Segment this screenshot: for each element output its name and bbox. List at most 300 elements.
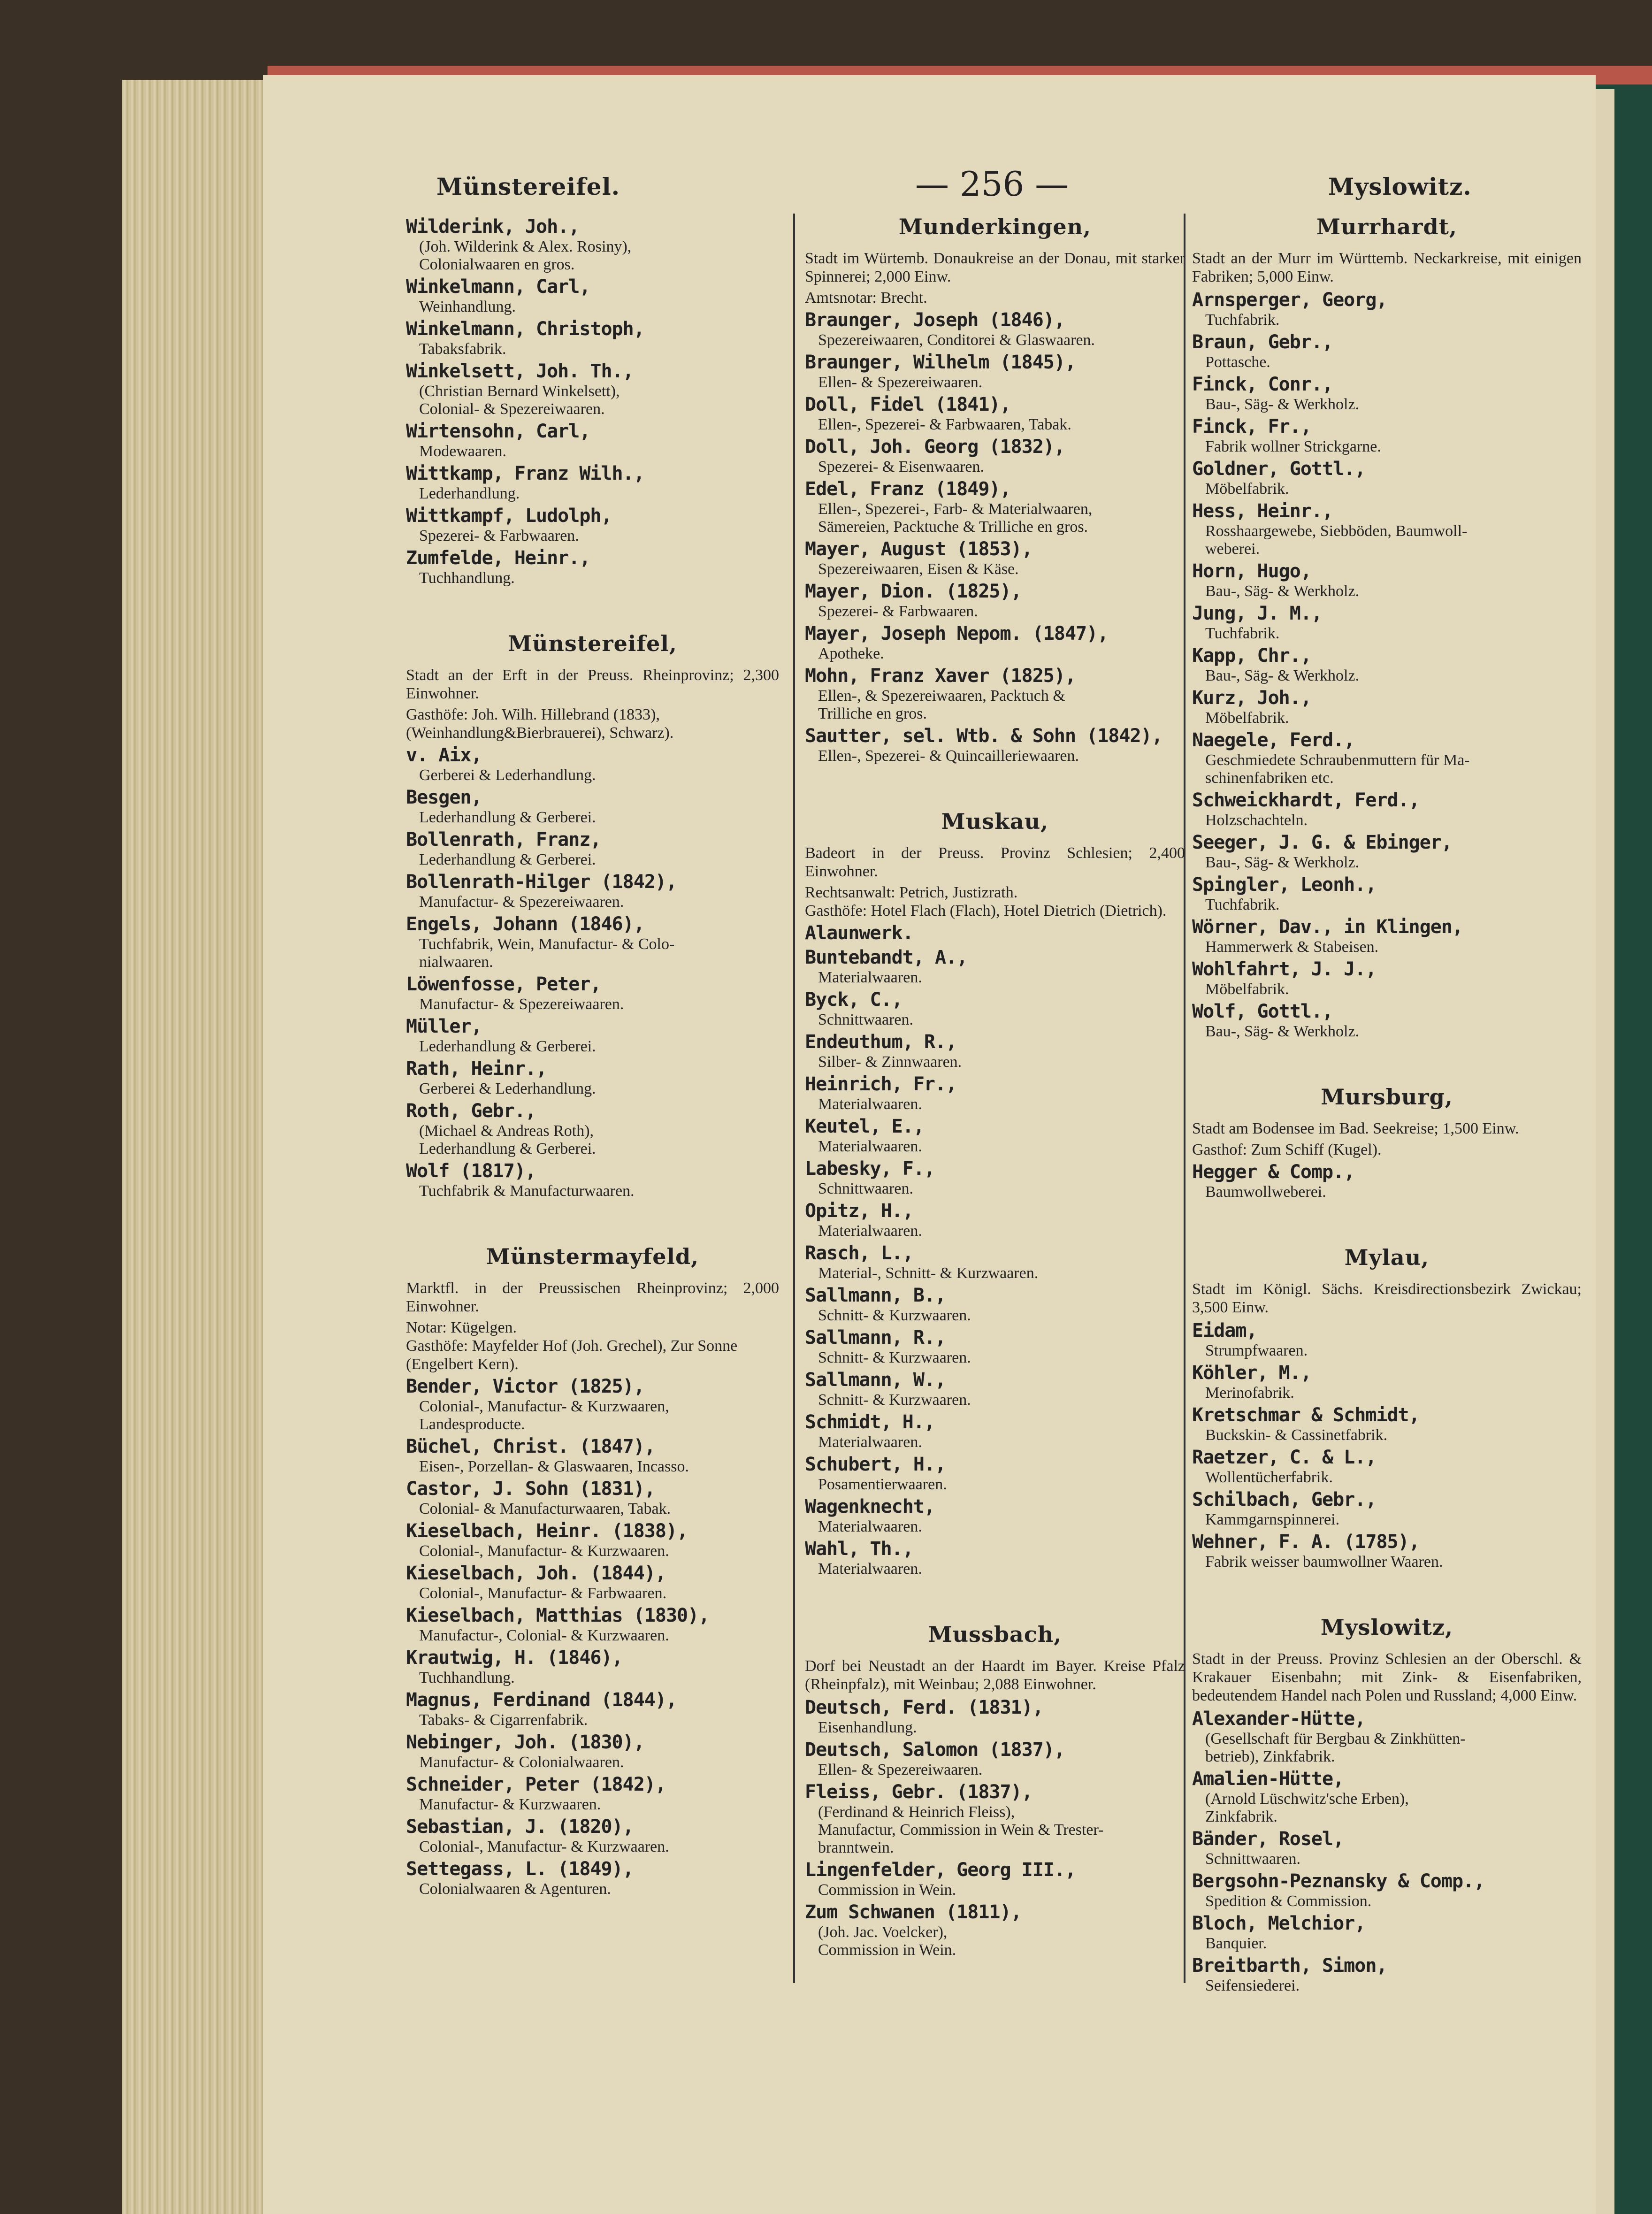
directory-entry (805, 725, 1185, 765)
directory-entry (805, 1200, 1185, 1240)
info-line: Notar: Kügelgen. (406, 1319, 517, 1336)
directory-entry (406, 1100, 779, 1158)
directory-entry (1192, 831, 1582, 872)
entry-name: Raetzer, C. & L., (1192, 1447, 1377, 1468)
section-heading: Mussbach, (928, 1622, 1062, 1647)
directory-entry (1192, 1446, 1582, 1486)
entry-detail: Material-, Schnitt- & Kurzwaaren. (818, 1264, 1039, 1282)
directory-entry (406, 360, 779, 418)
entry-name: Wilderink, Joh., (406, 216, 580, 237)
section-description: Stadt im Würtemb. Donaukreise an der Donau, mit starker Spinnerei; 2,000 Einw. (805, 250, 1185, 285)
section-info (805, 883, 1185, 920)
entry-detail: Lederhandlung. (419, 485, 520, 502)
entry-detail: Colonial- & Manufacturwaaren, Tabak. (419, 1500, 671, 1517)
entry-detail: Möbelfabrik. (1205, 709, 1289, 727)
entry-detail: Fabrik wollner Strickgarne. (1205, 438, 1381, 455)
entry-detail: Materialwaaren. (818, 1518, 922, 1535)
entry-name: Jung, J. M., (1192, 603, 1322, 624)
section-heading: Mursburg, (1321, 1084, 1453, 1110)
directory-entry (406, 1689, 779, 1729)
entry-name: Mayer, Dion. (1825), (805, 581, 1022, 602)
info-line: Rechtsanwalt: Petrich, Justizrath. (805, 884, 1018, 901)
directory-entry (1192, 644, 1582, 685)
entry-list (1192, 1161, 1582, 1201)
entry-detail: Spezereiwaaren, Eisen & Käse. (818, 560, 1019, 578)
entry-detail: Tuchhandlung. (419, 569, 515, 587)
entry-detail: Manufactur- & Spezereiwaaren. (419, 996, 624, 1013)
entry-name: Naegele, Ferd., (1192, 729, 1355, 751)
directory-entry (805, 1157, 1185, 1198)
entry-detail: Bau-, Säg- & Werkholz. (1205, 582, 1360, 600)
entry-detail: nialwaaren. (419, 953, 493, 971)
entry-detail: Posamentierwaaren. (818, 1476, 947, 1493)
entry-detail: Colonialwaaren & Agenturen. (419, 1880, 611, 1898)
entry-list (406, 744, 779, 1200)
entry-name: Goldner, Gottl., (1192, 458, 1366, 480)
directory-entry (406, 276, 779, 316)
entry-name: Schweickhardt, Ferd., (1192, 789, 1420, 811)
directory-entry (1192, 1404, 1582, 1444)
directory-entry (406, 1520, 779, 1560)
directory-entry (805, 1284, 1185, 1325)
directory-entry (805, 309, 1185, 349)
entry-name: Wolf (1817), (406, 1160, 536, 1182)
entry-name: Kieselbach, Joh. (1844), (406, 1563, 666, 1584)
entry-detail: Commission in Wein. (818, 1941, 956, 1959)
entry-name: Lingenfelder, Georg III., (805, 1859, 1076, 1881)
entry-name: Sallmann, B., (805, 1285, 946, 1306)
entry-detail: Ellen-, Spezerei- & Quincailleriewaaren. (818, 747, 1079, 765)
entry-detail: Trilliche en gros. (818, 705, 927, 722)
entry-detail: Bau-, Säg- & Werkholz. (1205, 667, 1360, 684)
directory-entry (406, 462, 779, 503)
entry-name: Rath, Heinr., (406, 1058, 547, 1080)
entry-name: Büchel, Christ. (1847), (406, 1436, 655, 1457)
directory-entry (805, 1031, 1185, 1071)
entry-detail: Materialwaaren. (818, 1433, 922, 1451)
directory-entry (805, 665, 1185, 723)
section-info (805, 289, 1185, 307)
directory-entry (1192, 873, 1582, 914)
entry-detail: Bau-, Säg- & Werkholz. (1205, 396, 1360, 413)
entry-detail: Ellen-, Spezerei- & Farbwaaren, Tabak. (818, 416, 1071, 433)
entry-name: Eidam, (1192, 1320, 1257, 1341)
entry-detail: Tuchfabrik, Wein, Manufactur- & Colo- (419, 935, 675, 953)
entry-detail: Fabrik weisser baumwollner Waaren. (1205, 1553, 1443, 1570)
directory-entry (406, 1015, 779, 1056)
info-line: Gasthöfe: Hotel Flach (Flach), Hotel Dietrich (Dietrich). (805, 902, 1167, 919)
directory-entry (805, 1326, 1185, 1367)
entry-detail: Tuchfabrik. (1205, 311, 1280, 329)
entry-name: Wohlfahrt, J. J., (1192, 958, 1377, 980)
entry-name: Kieselbach, Matthias (1830), (406, 1605, 710, 1626)
entry-detail: Tuchhandlung. (419, 1669, 515, 1686)
entry-detail: Commission in Wein. (818, 1881, 956, 1899)
section-heading: Murrhardt, (1316, 214, 1457, 239)
entry-detail: Gerberei & Lederhandlung. (419, 1080, 596, 1097)
entry-detail: Gerberei & Lederhandlung. (419, 766, 596, 784)
directory-entry (1192, 373, 1582, 414)
entry-name: Schmidt, H., (805, 1411, 935, 1433)
directory-entry (1192, 1488, 1582, 1529)
directory-entry (406, 1562, 779, 1602)
entry-detail: Banquier. (1205, 1935, 1267, 1952)
entry-name: Kretschmar & Schmidt, (1192, 1404, 1420, 1426)
directory-entry (805, 1538, 1185, 1578)
entry-name: Kurz, Joh., (1192, 687, 1311, 709)
entry-name: Doll, Joh. Georg (1832), (805, 436, 1065, 458)
directory-entry (805, 580, 1185, 621)
entry-name: Kapp, Chr., (1192, 645, 1311, 666)
section-heading: Mylau, (1344, 1245, 1430, 1270)
entry-detail: Ellen- & Spezereiwaaren. (818, 1761, 983, 1778)
entry-detail: Ellen-, & Spezereiwaaren, Packtuch & (818, 687, 1065, 705)
directory-entry (1192, 1319, 1582, 1360)
entry-detail: Lederhandlung & Gerberei. (419, 1140, 596, 1157)
running-head (0, 164, 1652, 207)
entry-detail: Colonial-, Manufactur- & Kurzwaaren. (419, 1542, 669, 1560)
entry-detail: Colonial-, Manufactur- & Farbwaaren. (419, 1585, 667, 1602)
entry-detail: Holzschachteln. (1205, 812, 1308, 829)
entry-detail: weberei. (1205, 540, 1260, 558)
entry-name: Braunger, Joseph (1846), (805, 309, 1065, 331)
entry-detail: Materialwaaren. (818, 1138, 922, 1155)
entry-name: Deutsch, Ferd. (1831), (805, 1697, 1043, 1718)
entry-detail: (Michael & Andreas Roth), (419, 1122, 594, 1140)
directory-entry (805, 393, 1185, 434)
directory-entry (406, 505, 779, 545)
directory-entry (805, 1073, 1185, 1113)
entry-name: Rasch, L., (805, 1242, 913, 1264)
directory-entry (406, 913, 779, 971)
entry-name: Byck, C., (805, 989, 902, 1011)
entry-name: Edel, Franz (1849), (805, 478, 1011, 500)
entry-name: Mayer, Joseph Nepom. (1847), (805, 623, 1109, 644)
section-heading: Münstereifel, (508, 631, 677, 656)
directory-entry (805, 988, 1185, 1029)
running-head-left: Münstereifel. (436, 173, 620, 200)
entry-name: Settegass, L. (1849), (406, 1858, 634, 1880)
entry-name: Müller, (406, 1016, 482, 1037)
entry-name: Wörner, Dav., in Klingen, (1192, 916, 1463, 938)
entry-detail: Bau-, Säg- & Werkholz. (1205, 1023, 1360, 1040)
entry-name: Schubert, H., (805, 1454, 946, 1475)
entry-detail: Spezerei- & Farbwaaren. (419, 527, 579, 544)
directory-entry (406, 1773, 779, 1814)
entry-detail: Colonial-, Manufactur- & Kurzwaaren, (419, 1398, 669, 1415)
entry-name: Kieselbach, Heinr. (1838), (406, 1520, 688, 1542)
entry-detail: Colonial- & Spezereiwaaren. (419, 400, 605, 418)
directory-entry (406, 1057, 779, 1098)
entry-name: Löwenfosse, Peter, (406, 973, 601, 995)
page-stack-edges (122, 80, 282, 2214)
entry-detail: (Joh. Wilderink & Alex. Rosiny), (419, 238, 632, 255)
entry-name: Heinrich, Fr., (805, 1073, 957, 1095)
section-description: Stadt an der Murr im Württemb. Neckarkreise, mit einigen Fabriken; 5,000 Einw. (1192, 250, 1582, 285)
directory-entry (1192, 602, 1582, 643)
directory-entry (406, 1160, 779, 1200)
section-heading: Muskau, (941, 809, 1049, 834)
column-right (1192, 214, 1582, 1996)
directory-entry (1192, 1362, 1582, 1402)
directory-entry (805, 1781, 1185, 1857)
entry-detail: Manufactur- & Kurzwaaren. (419, 1796, 601, 1813)
entry-list (1192, 289, 1582, 1041)
entry-name: Labesky, F., (805, 1158, 935, 1180)
directory-entry (805, 478, 1185, 536)
entry-list (805, 922, 1185, 1578)
entry-name: Wittkamp, Franz Wilh., (406, 463, 644, 484)
directory-entry (1192, 560, 1582, 600)
directory-entry (1192, 687, 1582, 727)
column-middle (805, 214, 1185, 1960)
section-description: Badeort in der Preuss. Provinz Schlesien; 2,400 Einwohner. (805, 844, 1185, 880)
entry-list (805, 309, 1185, 765)
entry-name: Breitbarth, Simon, (1192, 1955, 1387, 1977)
entry-name: Wolf, Gottl., (1192, 1001, 1333, 1022)
entry-detail: Tabaksfabrik. (419, 340, 506, 358)
directory-entry (805, 1739, 1185, 1779)
entry-detail: Lederhandlung & Gerberei. (419, 1038, 596, 1055)
entry-name: Wirtensohn, Carl, (406, 421, 590, 442)
entry-name: Winkelmann, Carl, (406, 276, 590, 298)
entry-name: Amalien-Hütte, (1192, 1768, 1344, 1790)
entry-detail: Schnitt- & Kurzwaaren. (818, 1307, 971, 1324)
entry-name: Zum Schwanen (1811), (805, 1901, 1022, 1923)
entry-detail: Wollentücherfabrik. (1205, 1469, 1333, 1486)
entry-name: Finck, Conr., (1192, 374, 1333, 395)
entry-detail: (Christian Bernard Winkelsett), (419, 383, 620, 400)
entry-detail: Tuchfabrik. (1205, 625, 1280, 642)
directory-entry (805, 1453, 1185, 1494)
entry-detail: Ellen- & Spezereiwaaren. (818, 374, 983, 391)
directory-entry (1192, 289, 1582, 329)
entry-detail: Pottasche. (1205, 353, 1270, 371)
entry-detail: Möbelfabrik. (1205, 480, 1289, 498)
section-description: Marktfl. in der Preussischen Rheinprovinz; 2,000 Einwohner. (406, 1279, 779, 1315)
entry-detail: Manufactur- & Spezereiwaaren. (419, 893, 624, 911)
directory-entry (1192, 415, 1582, 456)
entry-detail: Zinkfabrik. (1205, 1808, 1277, 1825)
entry-name: Köhler, M., (1192, 1362, 1311, 1384)
directory-entry (406, 547, 779, 587)
entry-detail: Buckskin- & Cassinetfabrik. (1205, 1426, 1388, 1444)
entry-name: Winkelmann, Christoph, (406, 318, 644, 340)
entry-name: Magnus, Ferdinand (1844), (406, 1689, 677, 1711)
directory-entry (1192, 500, 1582, 558)
entry-name: Alexander-Hütte, (1192, 1708, 1366, 1730)
entry-detail: Rosshaargewebe, Siebböden, Baumwoll- (1205, 522, 1468, 540)
column-rule-left (793, 214, 795, 1983)
directory-entry (1192, 1870, 1582, 1910)
section-description: Dorf bei Neustadt an der Haardt im Bayer. Kreise Pfalz (Rheinpfalz), mit Weinbau; 2,088 Einwohner. (805, 1657, 1185, 1693)
entry-name: Keutel, E., (805, 1116, 924, 1137)
entry-name: Wehner, F. A. (1785), (1192, 1531, 1420, 1553)
directory-entry (1192, 1954, 1582, 1995)
section-heading: Munderkingen, (898, 214, 1092, 239)
directory-entry (1192, 331, 1582, 371)
entry-name: Mayer, August (1853), (805, 538, 1032, 560)
entry-list (406, 1375, 779, 1898)
entry-name: Sautter, sel. Wtb. & Sohn (1842), (805, 725, 1163, 747)
entry-name: Wittkampf, Ludolph, (406, 505, 612, 527)
entry-detail: Lederhandlung & Gerberei. (419, 851, 596, 868)
entry-detail: Merinofabrik. (1205, 1384, 1294, 1402)
entry-name: Alaunwerk. (805, 922, 913, 944)
info-line: Amtsnotar: Brecht. (805, 289, 927, 306)
entry-detail: Spedition & Commission. (1205, 1892, 1372, 1910)
entry-name: Roth, Gebr., (406, 1100, 536, 1122)
entry-detail: Baumwollweberei. (1205, 1183, 1326, 1201)
entry-detail: Möbelfabrik. (1205, 981, 1289, 998)
entry-detail: Kammgarnspinnerei. (1205, 1511, 1340, 1528)
entry-detail: Schnittwaaren. (818, 1180, 913, 1197)
column-left (406, 214, 779, 1899)
entry-detail: branntwein. (818, 1839, 894, 1856)
info-line: Gasthöfe: Joh. Wilh. Hillebrand (1833), (Weinhandlung&Bierbrauerei), Schwarz). (406, 706, 674, 742)
entry-detail: Tuchfabrik. (1205, 896, 1280, 913)
entry-detail: (Ferdinand & Heinrich Fleiss), (818, 1803, 1015, 1821)
entry-detail: Manufactur-, Colonial- & Kurzwaaren. (419, 1627, 669, 1644)
entry-name: Hegger & Comp., (1192, 1161, 1355, 1183)
directory-entry (805, 1242, 1185, 1282)
entry-name: Zumfelde, Heinr., (406, 547, 590, 569)
entry-detail: Apotheke. (818, 645, 884, 662)
directory-entry (805, 1411, 1185, 1451)
entry-detail: Weinhandlung. (419, 298, 516, 315)
directory-entry (805, 922, 1185, 944)
entry-detail: betrieb), Zinkfabrik. (1205, 1748, 1335, 1765)
directory-entry (1192, 1768, 1582, 1826)
page-number: — 256 — (915, 164, 1069, 204)
section-info (406, 705, 779, 742)
entry-name: Besgen, (406, 787, 482, 808)
entry-detail: Silber- & Zinnwaaren. (818, 1053, 962, 1071)
directory-entry (406, 1435, 779, 1476)
directory-entry (406, 871, 779, 911)
entry-detail: Materialwaaren. (818, 969, 922, 986)
section-description: Stadt am Bodensee im Bad. Seekreise; 1,500 Einw. (1192, 1120, 1519, 1137)
directory-entry (805, 1696, 1185, 1737)
entry-detail: (Gesellschaft für Bergbau & Zinkhütten- (1205, 1730, 1466, 1747)
entry-detail: Spezerei- & Farbwaaren. (818, 603, 978, 620)
directory-entry (1192, 1828, 1582, 1868)
entry-name: Sallmann, R., (805, 1327, 946, 1348)
entry-detail: (Joh. Jac. Voelcker), (818, 1923, 948, 1941)
entry-detail: Schnitt- & Kurzwaaren. (818, 1349, 971, 1366)
entry-name: Krautwig, H. (1846), (406, 1647, 623, 1669)
directory-entry (805, 1115, 1185, 1156)
entry-detail: Manufactur- & Colonialwaaren. (419, 1754, 624, 1771)
entry-detail: Colonialwaaren en gros. (419, 256, 575, 273)
entry-detail: Materialwaaren. (818, 1096, 922, 1113)
entry-name: Finck, Fr., (1192, 416, 1311, 437)
entry-detail: Colonial-, Manufactur- & Kurzwaaren. (419, 1838, 669, 1855)
directory-entry (406, 318, 779, 358)
entry-detail: Materialwaaren. (818, 1222, 922, 1240)
entry-name: Mohn, Franz Xaver (1825), (805, 665, 1076, 687)
directory-entry (406, 420, 779, 460)
entry-detail: Eisenhandlung. (818, 1719, 917, 1736)
entry-detail: Modewaaren. (419, 443, 506, 460)
entry-detail: Spezereiwaaren, Conditorei & Glaswaaren. (818, 331, 1095, 349)
directory-entry (805, 351, 1185, 391)
entry-name: Bergsohn-Peznansky & Comp., (1192, 1870, 1485, 1892)
entry-detail: Tuchfabrik & Manufacturwaaren. (419, 1182, 635, 1200)
entry-list (406, 215, 779, 587)
entry-name: Endeuthum, R., (805, 1031, 957, 1053)
entry-detail: Schnittwaaren. (818, 1011, 913, 1028)
entry-detail: (Arnold Lüschwitz'sche Erben), (1205, 1790, 1409, 1808)
info-line: Gasthöfe: Mayfelder Hof (Joh. Grechel), Zur Sonne (Engelbert Kern). (406, 1337, 738, 1373)
entry-detail: Schnittwaaren. (1205, 1850, 1300, 1868)
directory-entry (406, 1647, 779, 1687)
entry-name: Fleiss, Gebr. (1837), (805, 1781, 1032, 1803)
entry-name: Bollenrath, Franz, (406, 829, 601, 850)
entry-name: Bollenrath-Hilger (1842), (406, 871, 677, 893)
directory-entry (1192, 1531, 1582, 1571)
directory-entry (805, 946, 1185, 987)
entry-detail: Sämereien, Packtuche & Trilliche en gros. (818, 518, 1088, 536)
entry-detail: Schnitt- & Kurzwaaren. (818, 1391, 971, 1409)
directory-entry (805, 538, 1185, 578)
entry-detail: Materialwaaren. (818, 1560, 922, 1578)
directory-entry (406, 1478, 779, 1518)
directory-entry (1192, 789, 1582, 829)
directory-entry (1192, 1000, 1582, 1041)
directory-entry (1192, 916, 1582, 956)
entry-detail: Lederhandlung & Gerberei. (419, 809, 596, 826)
directory-entry (805, 1369, 1185, 1409)
section-description: Stadt an der Erft in der Preuss. Rheinprovinz; 2,300 Einwohner. (406, 666, 779, 702)
entry-detail: Manufactur, Commission in Wein & Trester- (818, 1821, 1104, 1839)
entry-name: Deutsch, Salomon (1837), (805, 1739, 1065, 1761)
entry-name: Spingler, Leonh., (1192, 874, 1377, 896)
section-description: Stadt in der Preuss. Provinz Schlesien an der Oberschl. & Krakauer Eisenbahn; mit Zink- & Eisenfabriken, bedeutendem Handel nach Polen und Russland; 4,000 Einw. (1192, 1650, 1582, 1704)
entry-name: Engels, Johann (1846), (406, 913, 644, 935)
entry-name: Hess, Heinr., (1192, 500, 1333, 522)
directory-entry (406, 973, 779, 1013)
directory-entry (805, 1859, 1185, 1899)
entry-detail: Seifensiederei. (1205, 1977, 1300, 1994)
entry-name: Nebinger, Joh. (1830), (406, 1731, 644, 1753)
directory-entry (1192, 729, 1582, 787)
directory-entry (1192, 1161, 1582, 1201)
running-head-right: Myslowitz. (1328, 173, 1472, 200)
directory-entry (805, 436, 1185, 476)
directory-entry (1192, 1708, 1582, 1766)
directory-entry (406, 1816, 779, 1856)
entry-detail: Hammerwerk & Stabeisen. (1205, 938, 1379, 956)
directory-entry (805, 1495, 1185, 1536)
entry-name: Wahl, Th., (805, 1538, 913, 1560)
directory-entry (805, 1901, 1185, 1959)
directory-entry (406, 1858, 779, 1898)
entry-list (1192, 1708, 1582, 1995)
entry-name: v. Aix, (406, 744, 482, 766)
entry-name: Opitz, H., (805, 1200, 913, 1222)
entry-detail: Strumpfwaaren. (1205, 1342, 1308, 1359)
entry-name: Wagenknecht, (805, 1496, 935, 1517)
entry-detail: schinenfabriken etc. (1205, 769, 1334, 787)
directory-entry (406, 1604, 779, 1645)
entry-detail: Landesproducte. (419, 1416, 525, 1433)
section-info (1192, 1141, 1582, 1159)
section-info (406, 1318, 779, 1373)
entry-name: Bloch, Melchior, (1192, 1913, 1366, 1934)
entry-name: Castor, J. Sohn (1831), (406, 1478, 655, 1500)
entry-name: Horn, Hugo, (1192, 560, 1311, 582)
